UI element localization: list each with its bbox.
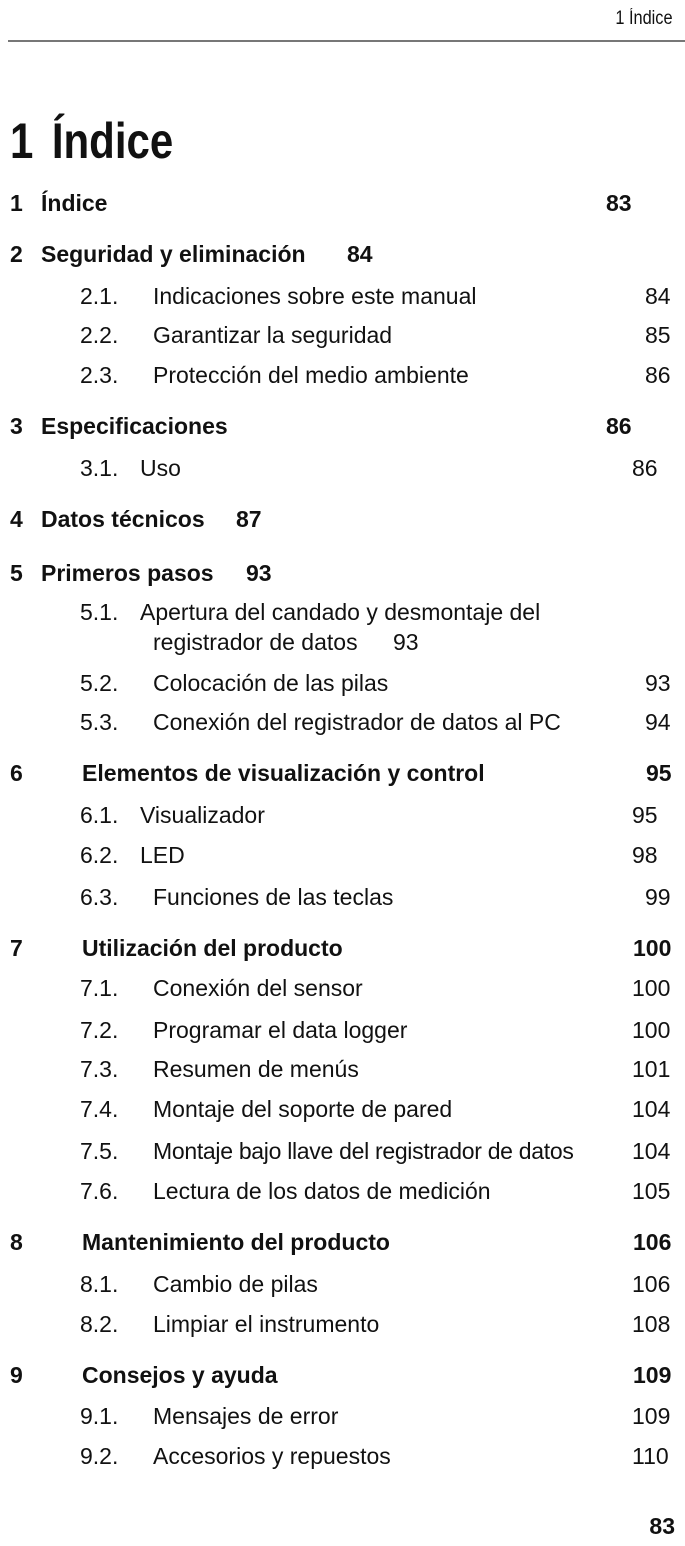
- toc-label-continued[interactable]: registrador de datos: [153, 629, 358, 655]
- toc-page: 105: [632, 1178, 671, 1204]
- toc-page: 109: [633, 1362, 672, 1388]
- toc-number: 7.3.: [80, 1056, 119, 1082]
- toc-number: 8.1.: [80, 1271, 119, 1297]
- toc-number: 2.1.: [80, 283, 119, 309]
- toc-number: 6: [10, 760, 23, 786]
- toc-page: 99: [645, 884, 671, 910]
- toc-number: 2.3.: [80, 362, 119, 388]
- toc-number: 1: [10, 190, 23, 216]
- toc-label[interactable]: LED: [140, 842, 185, 868]
- toc-page: 104: [632, 1096, 671, 1122]
- toc-page: 86: [606, 413, 632, 439]
- toc-page: 95: [646, 760, 672, 786]
- toc-page: 98: [632, 842, 658, 868]
- toc-label[interactable]: Mensajes de error: [153, 1403, 339, 1429]
- toc-label[interactable]: Montaje bajo llave del registrador de datos: [153, 1138, 574, 1164]
- toc-page: 85: [645, 322, 671, 348]
- toc-number: 5.2.: [80, 670, 119, 696]
- toc-number: 6.1.: [80, 802, 119, 828]
- page-title: [10, 112, 173, 170]
- toc-label[interactable]: Limpiar el instrumento: [153, 1311, 380, 1337]
- toc-page: 100: [632, 1017, 671, 1043]
- toc-number: 4: [10, 506, 23, 532]
- toc-page: 106: [633, 1229, 672, 1255]
- toc-page: 86: [632, 455, 658, 481]
- toc-page: 104: [632, 1138, 671, 1164]
- toc-page: 100: [633, 935, 672, 961]
- toc-label[interactable]: Protección del medio ambiente: [153, 362, 469, 388]
- toc-number: 6.3.: [80, 884, 119, 910]
- toc-number: 8.2.: [80, 1311, 119, 1337]
- toc-number: 9.2.: [80, 1443, 119, 1469]
- toc-number: 7.4.: [80, 1096, 119, 1122]
- toc-number: 3.1.: [80, 455, 119, 481]
- toc-label[interactable]: Utilización del producto: [82, 935, 343, 961]
- toc-page: 110: [632, 1443, 669, 1469]
- page-number: 83: [649, 1513, 675, 1539]
- toc-page: 100: [632, 975, 671, 1001]
- toc-page: 109: [632, 1403, 671, 1429]
- toc-label[interactable]: Uso: [140, 455, 181, 481]
- toc-label[interactable]: Programar el data logger: [153, 1017, 408, 1043]
- toc-number: 7.2.: [80, 1017, 119, 1043]
- toc-label[interactable]: Elementos de visualización y control: [82, 760, 485, 786]
- toc-page: 94: [645, 709, 671, 735]
- toc-number: 7.6.: [80, 1178, 119, 1204]
- toc-page: 84: [645, 283, 671, 309]
- toc-number: 5: [10, 560, 23, 586]
- toc-label[interactable]: Especificaciones: [41, 413, 228, 439]
- toc-number: 2.2.: [80, 322, 119, 348]
- toc-label[interactable]: Colocación de las pilas: [153, 670, 389, 696]
- toc-page: 87: [236, 506, 262, 532]
- toc-label[interactable]: Accesorios y repuestos: [153, 1443, 391, 1469]
- toc-number: 7.5.: [80, 1138, 119, 1164]
- toc-page: 95: [632, 802, 658, 828]
- title-number: 1: [10, 113, 34, 169]
- toc-label[interactable]: Montaje del soporte de pared: [153, 1096, 453, 1122]
- toc-page: 108: [632, 1311, 671, 1337]
- toc-label[interactable]: Cambio de pilas: [153, 1271, 318, 1297]
- toc-page: 93: [645, 670, 671, 696]
- toc-number: 5.1.: [80, 599, 119, 625]
- toc-label[interactable]: Conexión del sensor: [153, 975, 363, 1001]
- toc-label[interactable]: Datos técnicos: [41, 506, 205, 532]
- toc-page: 93: [246, 560, 272, 586]
- toc-label[interactable]: Seguridad y eliminación: [41, 241, 306, 267]
- toc-number: 9.1.: [80, 1403, 119, 1429]
- toc-number: 9: [10, 1362, 23, 1388]
- toc-page: 101: [632, 1056, 671, 1082]
- toc-label[interactable]: Indicaciones sobre este manual: [153, 283, 477, 309]
- toc-number: 7: [10, 935, 23, 961]
- toc-number: 7.1.: [80, 975, 119, 1001]
- toc-label[interactable]: Conexión del registrador de datos al PC: [153, 709, 561, 735]
- toc-label[interactable]: Funciones de las teclas: [153, 884, 394, 910]
- toc-page: 93: [393, 629, 419, 655]
- toc-label[interactable]: Primeros pasos: [41, 560, 214, 586]
- toc-number: 8: [10, 1229, 23, 1255]
- toc-page: 106: [632, 1271, 671, 1297]
- toc-page: 83: [606, 190, 632, 216]
- toc-number: 2: [10, 241, 23, 267]
- toc-page: 86: [645, 362, 671, 388]
- toc-number: 5.3.: [80, 709, 119, 735]
- title-text: Índice: [51, 113, 174, 169]
- toc-label[interactable]: Consejos y ayuda: [82, 1362, 278, 1388]
- toc-label[interactable]: Mantenimiento del producto: [82, 1229, 390, 1255]
- toc-label[interactable]: Resumen de menús: [153, 1056, 359, 1082]
- toc-label[interactable]: Visualizador: [140, 802, 265, 828]
- header-rule: [8, 40, 685, 42]
- running-header: 1 Índice: [615, 8, 673, 29]
- toc-label[interactable]: Lectura de los datos de medición: [153, 1178, 491, 1204]
- toc-number: 6.2.: [80, 842, 119, 868]
- toc-number: 3: [10, 413, 23, 439]
- toc-label[interactable]: Índice: [41, 190, 108, 216]
- toc-page: 84: [347, 241, 373, 267]
- toc-label[interactable]: Garantizar la seguridad: [153, 322, 393, 348]
- toc-label[interactable]: Apertura del candado y desmontaje del: [140, 599, 541, 625]
